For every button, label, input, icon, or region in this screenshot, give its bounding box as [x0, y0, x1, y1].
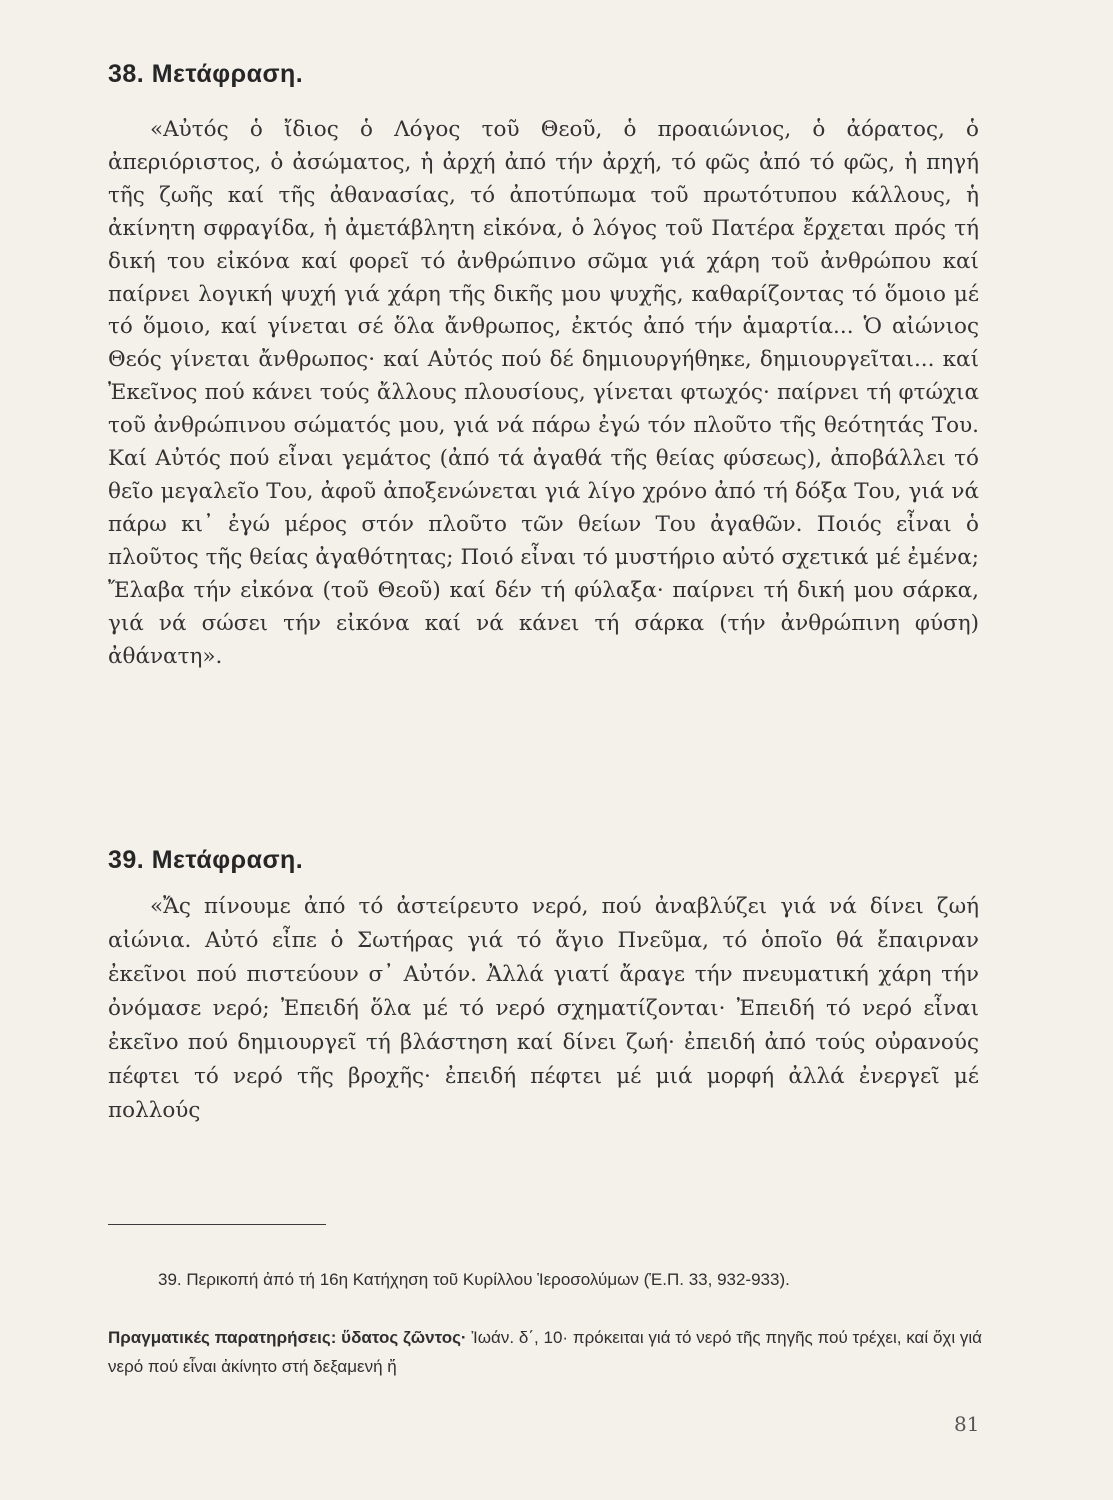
section-39-heading: 39. Μετάφραση.: [108, 846, 304, 874]
page-number: 81: [954, 1412, 980, 1436]
section-38-paragraph: «Αὐτός ὁ ἴδιος ὁ Λόγος τοῦ Θεοῦ, ὁ προαιώνιος, ὁ ἀόρατος, ὁ ἀπεριόριστος, ὁ ἀσώματος, ἡ ἀρχή ἀπό τήν ἀρχή, τό φῶς ἀπό τό φῶς, ἡ πηγή τῆς ζωῆς καί τῆς ἀθανασίας, τό ἀποτύπωμα τοῦ πρωτότυπου κάλλους, ἡ ἀκίνητη σφραγίδα, ἡ ἀμετάβλητη εἰκόνα, ὁ λόγος τοῦ Πατέρα ἔρχεται πρός τή δική του εἰκόνα καί φορεῖ τό ἀνθρώπινο σῶμα γιά χάρη τοῦ ἀνθρώπου καί παίρνει λογική ψυχή γιά χάρη τῆς δικῆς μου ψυχῆς, καθαρίζοντας τό ὅμοιο μέ τό ὅμοιο, καί γίνεται σέ ὅλα ἄνθρωπος, ἐκτός ἀπό τήν ἁμαρτία... Ὁ αἰώνιος Θεός γίνεται ἄνθρωπος· καί Αὐτός πού δέ δημιουργήθηκε, δημιουργεῖται... καί Ἐκεῖνος πού κάνει τούς ἄλλους πλουσίους, γίνεται φτωχός· παίρνει τή φτώχια τοῦ ἀνθρώπινου σώματός μου, γιά νά πάρω ἐγώ τόν πλοῦτο τῆς θεότητάς Του. Καί Αὐτός πού εἶναι γεμάτος (ἀπό τά ἀγαθά τῆς θείας φύσεως), ἀποβάλλει τό θεῖο μεγαλεῖο Του, ἀφοῦ ἀποξενώνεται γιά λίγο χρόνο ἀπό τή δόξα Του, γιά νά πάρω κι᾿ ἐγώ μέρος στόν πλοῦτο τῶν θείων Του ἀγαθῶν. Ποιός εἶναι ὁ πλοῦτος τῆς θείας ἀγαθότητας; Ποιό εἶναι τό μυστήριο αὐτό σχετικά μέ ἐμένα; Ἔλαβα τήν εἰκόνα (τοῦ Θεοῦ) καί δέν τή φύλαξα· παίρνει τή δική μου σάρκα, γιά νά σώσει τήν εἰκόνα καί νά κάνει τή σάρκα (τήν ἀνθρώπινη φύση) ἀθάνατη».: [108, 117, 979, 669]
footnote-separator: [108, 1224, 326, 1225]
footnote-remarks: [108, 1323, 982, 1381]
section-39-paragraph: «Ἄς πίνουμε ἀπό τό ἀστείρευτο νερό, πού ἀναβλύζει γιά νά δίνει ζωή αἰώνια. Αὐτό εἶπε ὁ Σωτήρας γιά τό ἅγιο Πνεῦμα, τό ὁποῖο θά ἔπαιρναν ἐκεῖνοι πού πιστεύουν σ᾿ Αὐτόν. Ἀλλά γιατί ἄραγε τήν πνευματική χάρη τήν ὀνόμασε νερό; Ἐπειδή ὅλα μέ τό νερό σχηματίζονται· Ἐπειδή τό νερό εἶναι ἐκεῖνο πού δημιουργεῖ τή βλάστηση καί δίνει ζωή· ἐπειδή ἀπό τούς οὐρανούς πέφτει τό νερό τῆς βροχῆς· ἐπειδή πέφτει μέ μιά μορφή ἀλλά ἐνεργεῖ μέ πολλούς: [108, 894, 979, 1123]
section-38-heading: 38. Μετάφραση.: [108, 60, 304, 88]
footnote-39: 39. Περικοπή ἀπό τή 16η Κατήχηση τοῦ Κυρίλλου Ἱεροσολύμων (Ἑ.Π. 33, 932-933).: [158, 1270, 790, 1289]
remarks-text: Ἰωάν. δ΄, 10· πρόκειται γιά τό νερό τῆς πηγῆς πού τρέχει, καί ὄχι γιά νερό πού εἶναι ἀκίνητο στή δεξαμενή ἤ: [108, 1328, 982, 1376]
remarks-label: Πραγματικές παρατηρήσεις: ὕδατος ζῶντος·: [108, 1328, 467, 1347]
